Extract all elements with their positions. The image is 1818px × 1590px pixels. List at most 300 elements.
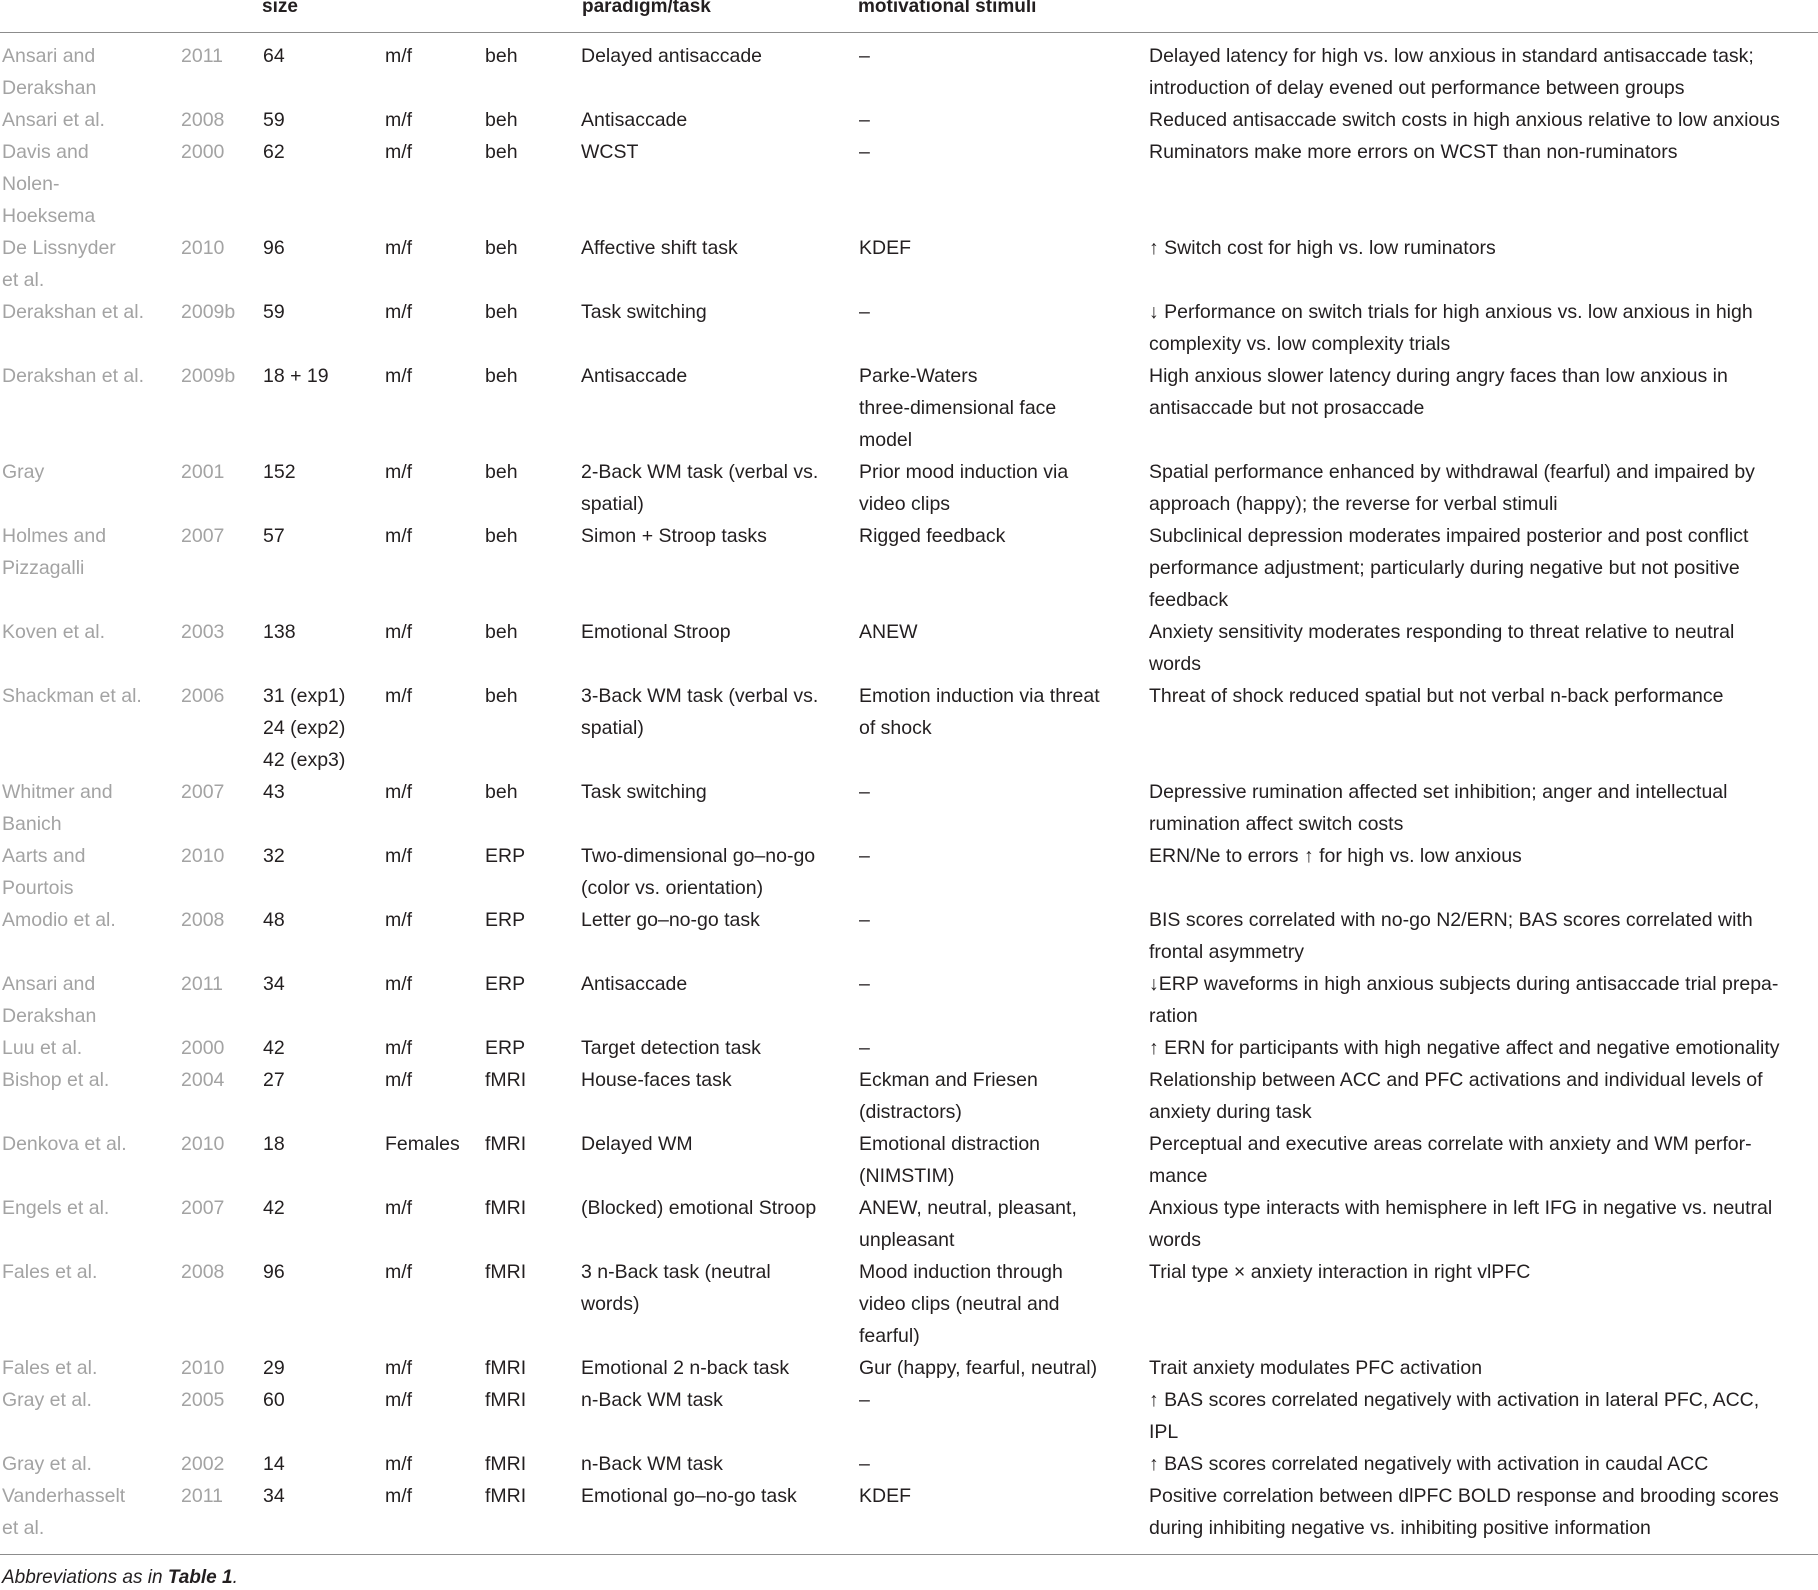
stim-line: – [859,1389,870,1411]
year-cell [181,968,223,1000]
stim-line: unpleasant [859,1229,955,1251]
task-line: spatial) [581,493,644,515]
method-cell [485,296,518,328]
method-cell [485,904,525,936]
n-cell [263,1448,285,1480]
method-line: fMRI [485,1453,527,1475]
sex-line: m/f [385,109,413,131]
method-line: ERP [485,845,526,867]
author-line: et al. [2,1517,45,1539]
n-line: 18 + 19 [263,365,329,387]
author-line: Denkova et al. [2,1133,127,1155]
task-line: Emotional Stroop [581,621,731,643]
year-cell [181,776,224,808]
year-cell [181,136,224,168]
stim-line: – [859,301,870,323]
year-line: 2008 [181,109,225,131]
result-line: rumination affect switch costs [1149,813,1404,835]
result-line: Depressive rumination affected set inhibition; anger and intellectual [1149,781,1728,803]
stim-line: Emotion induction via threat [859,685,1100,707]
stim-cell [859,40,870,72]
table-row [0,1128,1818,1192]
result-line: Trial type × anxiety interaction in right vlPFC [1149,1261,1531,1283]
n-cell [263,840,285,872]
result-line: Trait anxiety modulates PFC activation [1149,1357,1483,1379]
author-cell [2,296,144,328]
method-line: ERP [485,909,526,931]
method-line: fMRI [485,1357,527,1379]
n-line: 96 [263,1261,285,1283]
method-cell [485,520,518,552]
n-cell [263,904,285,936]
author-line: Aarts and [2,845,86,867]
year-line: 2002 [181,1453,225,1475]
table-row [0,520,1818,616]
method-line: beh [485,365,518,387]
method-cell [485,456,518,488]
method-line: beh [485,45,518,67]
sex-cell [385,104,412,136]
result-line: ↓ Performance on switch trials for high anxious vs. low anxious in high [1149,301,1753,323]
method-cell [485,1384,526,1416]
stim-line: ANEW [859,621,918,643]
author-cell [2,616,105,648]
author-line: Ansari et al. [2,109,105,131]
task-cell [581,1480,797,1512]
n-line: 31 (exp1) [263,685,346,707]
stim-cell [859,136,870,168]
result-cell [1149,104,1780,136]
result-cell [1149,40,1754,104]
table-row [0,616,1818,680]
result-line: feedback [1149,589,1229,611]
result-cell [1149,1128,1752,1192]
author-cell [2,1448,92,1480]
n-cell [263,776,285,808]
n-cell [263,360,329,392]
sex-cell [385,296,412,328]
task-line: House-faces task [581,1069,732,1091]
result-cell [1149,1352,1482,1384]
stim-cell [859,1192,1077,1256]
year-line: 2011 [181,1485,223,1507]
task-cell [581,1128,693,1160]
table-row [0,232,1818,296]
table-row [0,296,1818,360]
n-line: 14 [263,1453,285,1475]
result-line: Anxious type interacts with hemisphere in left IFG in negative vs. neutral [1149,1197,1773,1219]
author-cell [2,520,106,584]
stim-cell [859,1064,1038,1128]
task-line: Delayed WM [581,1133,693,1155]
result-cell [1149,1480,1779,1544]
sex-line: m/f [385,781,413,803]
sex-line: m/f [385,1069,413,1091]
n-line: 48 [263,909,285,931]
task-line: (Blocked) emotional Stroop [581,1197,817,1219]
task-line: Simon + Stroop tasks [581,525,767,547]
method-cell [485,840,525,872]
n-cell [263,1032,285,1064]
result-line: Positive correlation between dlPFC BOLD response and brooding scores [1149,1485,1779,1507]
stim-line: video clips [859,493,951,515]
sex-line: m/f [385,365,413,387]
task-line: Antisaccade [581,109,688,131]
author-cell [2,904,116,936]
sex-cell [385,1480,412,1512]
author-line: Derakshan et al. [2,365,144,387]
method-cell [485,776,518,808]
method-line: beh [485,685,518,707]
author-cell [2,968,96,1032]
task-cell [581,1256,771,1320]
author-line: Engels et al. [2,1197,110,1219]
n-line: 152 [263,461,296,483]
author-line: Pizzagalli [2,557,85,579]
author-cell [2,456,44,488]
table-row [0,1064,1818,1128]
result-cell [1149,296,1753,360]
sex-line: Females [385,1133,460,1155]
result-line: High anxious slower latency during angry faces than low anxious in [1149,365,1728,387]
n-line: 18 [263,1133,285,1155]
task-line: Two-dimensional go–no-go [581,845,816,867]
stim-line: (distractors) [859,1101,962,1123]
task-cell [581,904,760,936]
stim-line: – [859,45,870,67]
result-cell [1149,904,1753,968]
author-line: Fales et al. [2,1261,98,1283]
sex-line: m/f [385,1197,413,1219]
sex-cell [385,1064,412,1096]
task-cell [581,1448,723,1480]
n-cell [263,1256,285,1288]
author-line: Vanderhasselt [2,1485,126,1507]
stim-cell [859,776,870,808]
year-line: 2011 [181,973,223,995]
table-row [0,1032,1818,1064]
year-cell [181,1480,223,1512]
method-line: fMRI [485,1261,527,1283]
n-cell [263,968,285,1000]
method-line: beh [485,781,518,803]
stim-cell [859,1128,1040,1192]
result-line: mance [1149,1165,1208,1187]
sex-line: m/f [385,45,413,67]
task-cell [581,104,687,136]
method-cell [485,968,525,1000]
task-cell [581,136,638,168]
method-cell [485,232,518,264]
stim-line: ANEW, neutral, pleasant, [859,1197,1077,1219]
n-cell [263,456,296,488]
author-line: De Lissnyder [2,237,116,259]
stim-line: Rigged feedback [859,525,1006,547]
stim-line: – [859,141,870,163]
sex-line: m/f [385,1261,413,1283]
author-cell [2,776,113,840]
sex-line: m/f [385,973,413,995]
year-line: 2004 [181,1069,225,1091]
method-line: beh [485,237,518,259]
author-cell [2,232,116,296]
result-cell [1149,616,1734,680]
task-line: Task switching [581,781,707,803]
year-line: 2006 [181,685,225,707]
table-row [0,456,1818,520]
result-cell [1149,680,1723,712]
year-cell [181,1352,224,1384]
task-cell [581,1032,761,1064]
task-line: WCST [581,141,639,163]
result-line: ration [1149,1005,1198,1027]
result-line: Subclinical depression moderates impaired posterior and post conflict [1149,525,1749,547]
table-row [0,1384,1818,1448]
result-line: Threat of shock reduced spatial but not verbal n-back performance [1149,685,1724,707]
author-line: Luu et al. [2,1037,83,1059]
stim-line: Parke-Waters [859,365,978,387]
n-line: 59 [263,109,285,131]
year-line: 2001 [181,461,225,483]
sex-cell [385,1192,412,1224]
header-stimuli: motivational stimuli [858,0,1037,17]
year-cell [181,680,224,712]
sex-cell [385,904,412,936]
task-line: spatial) [581,717,644,739]
table-row [0,968,1818,1032]
year-line: 2010 [181,845,225,867]
year-line: 2009b [181,301,236,323]
method-cell [485,1352,526,1384]
stim-line: – [859,1453,870,1475]
n-line: 34 [263,1485,285,1507]
sex-cell [385,360,412,392]
n-line: 42 [263,1037,285,1059]
stim-line: KDEF [859,1485,912,1507]
year-line: 2000 [181,1037,225,1059]
author-line: Gray et al. [2,1389,92,1411]
sex-line: m/f [385,461,413,483]
method-cell [485,104,518,136]
author-line: Koven et al. [2,621,105,643]
sex-cell [385,40,412,72]
author-line: Banich [2,813,62,835]
result-line: BIS scores correlated with no-go N2/ERN; BAS scores correlated with [1149,909,1753,931]
n-line: 42 (exp3) [263,749,346,771]
result-line: complexity vs. low complexity trials [1149,333,1451,355]
task-cell [581,1384,723,1416]
task-line: 2-Back WM task (verbal vs. [581,461,819,483]
year-cell [181,904,224,936]
year-cell [181,360,235,392]
n-cell [263,136,285,168]
year-line: 2008 [181,1261,225,1283]
task-line: n-Back WM task [581,1453,723,1475]
method-cell [485,1064,526,1096]
stim-line: Eckman and Friesen [859,1069,1038,1091]
author-cell [2,840,85,904]
sex-cell [385,136,412,168]
result-line: performance adjustment; particularly during negative but not positive [1149,557,1740,579]
task-cell [581,1064,732,1096]
author-line: Amodio et al. [2,909,116,931]
stim-cell [859,360,1056,456]
stim-line: three-dimensional face [859,397,1057,419]
stim-line: – [859,909,870,931]
table-row [0,1192,1818,1256]
n-line: 42 [263,1197,285,1219]
n-cell [263,1480,285,1512]
sex-line: m/f [385,1357,413,1379]
result-cell [1149,968,1778,1032]
n-line: 138 [263,621,296,643]
result-line: Anxiety sensitivity moderates responding to threat relative to neutral [1149,621,1735,643]
task-cell [581,776,707,808]
table-row [0,40,1818,104]
result-line: approach (happy); the reverse for verbal stimuli [1149,493,1558,515]
sex-cell [385,1352,412,1384]
year-line: 2010 [181,1357,225,1379]
task-line: Emotional go–no-go task [581,1485,797,1507]
author-line: Gray et al. [2,1453,92,1475]
table-header [0,0,1818,25]
footnote-table-ref: Table 1 [167,1567,233,1588]
task-line: Target detection task [581,1037,761,1059]
stim-cell [859,616,918,648]
method-cell [485,1032,525,1064]
table-row [0,1352,1818,1384]
author-line: Fales et al. [2,1357,98,1379]
stim-cell [859,1480,911,1512]
author-cell [2,680,142,712]
n-line: 27 [263,1069,285,1091]
year-cell [181,456,224,488]
method-cell [485,40,518,72]
author-line: Derakshan et al. [2,301,144,323]
sex-cell [385,1448,412,1480]
n-line: 96 [263,237,285,259]
sex-cell [385,1384,412,1416]
stim-cell [859,104,870,136]
n-cell [263,104,285,136]
result-line: frontal asymmetry [1149,941,1304,963]
author-line: Derakshan [2,77,97,99]
method-line: fMRI [485,1133,527,1155]
stim-line: of shock [859,717,932,739]
year-line: 2011 [181,45,223,67]
author-line: Nolen- [2,173,60,195]
result-line: ERN/Ne to errors ↑ for high vs. low anxious [1149,845,1522,867]
result-line: Delayed latency for high vs. low anxious in standard antisaccade task; [1149,45,1754,67]
author-line: Whitmer and [2,781,113,803]
stim-line: – [859,109,870,131]
method-line: ERP [485,973,526,995]
year-line: 2005 [181,1389,225,1411]
result-cell [1149,776,1728,840]
result-line: Reduced antisaccade switch costs in high anxious relative to low anxious [1149,109,1780,131]
stim-cell [859,968,870,1000]
task-line: (color vs. orientation) [581,877,764,899]
n-cell [263,1192,285,1224]
stim-cell [859,1384,870,1416]
author-cell [2,136,95,232]
sex-cell [385,1128,460,1160]
task-cell [581,1352,789,1384]
task-line: Antisaccade [581,365,688,387]
task-cell [581,1192,816,1224]
sex-cell [385,456,412,488]
year-cell [181,840,224,872]
author-cell [2,1032,82,1064]
sex-cell [385,680,412,712]
author-line: et al. [2,269,45,291]
result-line: words [1149,1229,1202,1251]
result-cell [1149,136,1678,168]
table-row [0,104,1818,136]
year-line: 2000 [181,141,225,163]
result-line: Ruminators make more errors on WCST than non-ruminators [1149,141,1678,163]
sex-line: m/f [385,845,413,867]
result-line: anxiety during task [1149,1101,1312,1123]
year-line: 2007 [181,781,225,803]
result-line: ↑ ERN for participants with high negative affect and negative emotionality [1149,1037,1780,1059]
table-row [0,1480,1818,1544]
task-line: Antisaccade [581,973,688,995]
stim-line: – [859,845,870,867]
year-cell [181,40,223,72]
stim-line: Prior mood induction via [859,461,1069,483]
author-line: Ansari and [2,45,96,67]
author-cell [2,1256,97,1288]
result-line: antisaccade but not prosaccade [1149,397,1425,419]
result-line: during inhibiting negative vs. inhibiting positive information [1149,1517,1651,1539]
result-cell [1149,1448,1708,1480]
table-row [0,136,1818,232]
n-cell [263,1128,285,1160]
task-cell [581,520,767,552]
sex-line: m/f [385,685,413,707]
author-cell [2,40,96,104]
method-line: fMRI [485,1389,527,1411]
stim-cell [859,840,870,872]
stim-line: video clips (neutral and [859,1293,1060,1315]
footnote-prefix: Abbreviations as in [2,1567,168,1588]
result-line: Spatial performance enhanced by withdrawal (fearful) and impaired by [1149,461,1755,483]
result-cell [1149,840,1522,872]
task-line: Delayed antisaccade [581,45,763,67]
stim-line: – [859,973,870,995]
table-row [0,776,1818,840]
sex-line: m/f [385,621,413,643]
stim-cell [859,904,870,936]
task-line: 3-Back WM task (verbal vs. [581,685,819,707]
stim-cell [859,1032,870,1064]
method-cell [485,1192,526,1224]
method-cell [485,616,518,648]
method-cell [485,1448,526,1480]
stim-line: model [859,429,913,451]
year-cell [181,1032,224,1064]
year-cell [181,1384,224,1416]
author-cell [2,1352,97,1384]
method-line: beh [485,301,518,323]
task-cell [581,232,738,264]
sex-cell [385,968,412,1000]
header-rule [0,32,1818,33]
n-line: 34 [263,973,285,995]
result-line: ↓ERP waveforms in high anxious subjects during antisaccade trial prepa- [1149,973,1779,995]
result-cell [1149,1256,1530,1288]
